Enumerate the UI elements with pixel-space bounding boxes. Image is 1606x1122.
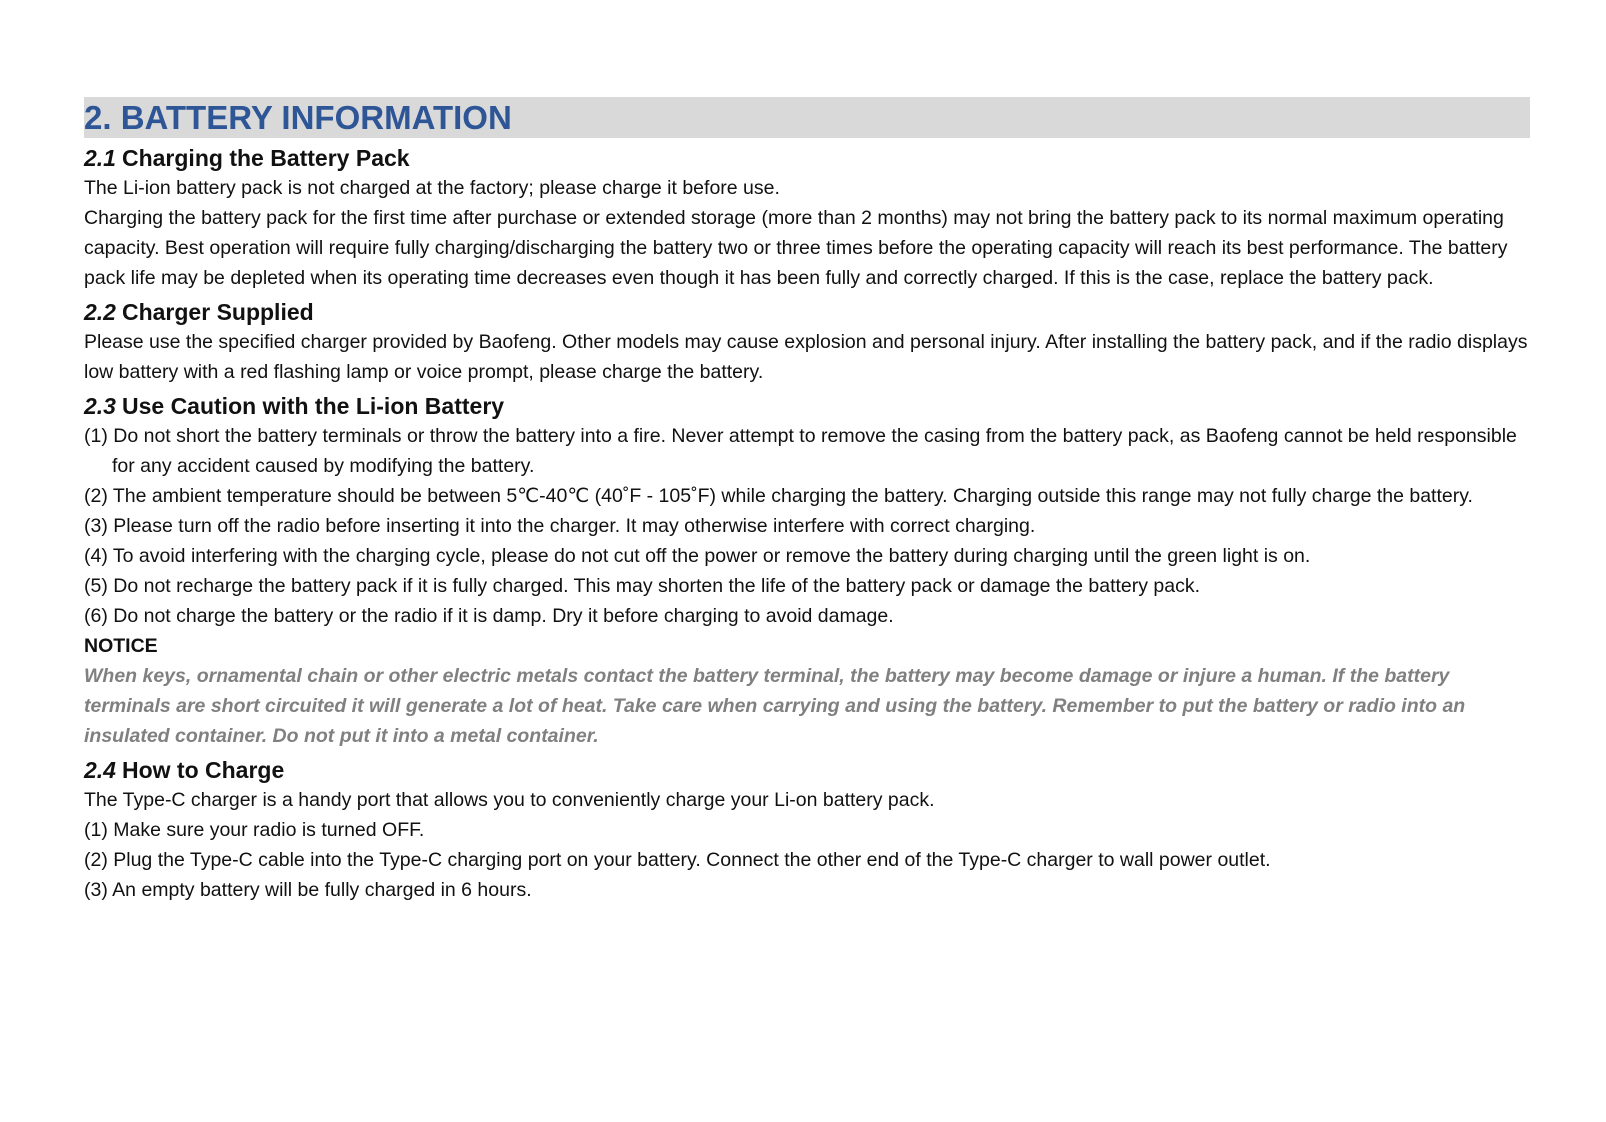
- section-heading-2-4: [84, 755, 1530, 785]
- list-item: (1) Do not short the battery terminals or throw the battery into a fire. Never attempt to remove the casing from the battery pack, as Baofeng cannot be held responsible for any accident caused by modifying the battery.: [84, 425, 1517, 477]
- section-number: 2.4: [84, 757, 116, 783]
- section-heading-2-1: [84, 143, 1530, 173]
- section-title: Charging the Battery Pack: [121, 145, 410, 171]
- list-item: (2) Plug the Type-C cable into the Type-C charging port on your battery. Connect the other end of the Type-C charger to wall power outlet.: [84, 849, 1271, 871]
- section-title: Use Caution with the Li-ion Battery: [121, 393, 505, 419]
- document-page: [84, 97, 1530, 905]
- section-number: 2.2: [84, 299, 116, 325]
- section-heading-2-2: [84, 297, 1530, 327]
- section-title: Charger Supplied: [121, 299, 314, 325]
- list-item: (4) To avoid interfering with the charging cycle, please do not cut off the power or remove the battery during charging until the green light is on.: [84, 545, 1311, 567]
- section-heading-2-3: [84, 391, 1530, 421]
- notice-title: NOTICE: [84, 635, 158, 657]
- paragraph: The Li-ion battery pack is not charged at the factory; please charge it before use.: [84, 177, 780, 199]
- list-item: (1) Make sure your radio is turned OFF.: [84, 819, 425, 841]
- section-number: 2.3: [84, 393, 116, 419]
- page-title: 2. BATTERY INFORMATION: [84, 97, 1530, 138]
- list-item: (6) Do not charge the battery or the radio if it is damp. Dry it before charging to avoid damage.: [84, 605, 894, 627]
- section-number: 2.1: [84, 145, 116, 171]
- paragraph: The Type-C charger is a handy port that allows you to conveniently charge your Li-on battery pack.: [84, 789, 935, 811]
- paragraph: Please use the specified charger provided by Baofeng. Other models may cause explosion and personal injury. After installing the battery pack, and if the radio displays low battery with a red flashing lamp or voice prompt, please charge the battery.: [84, 331, 1528, 383]
- list-item: (3) Please turn off the radio before inserting it into the charger. It may otherwise interfere with correct charging.: [84, 515, 1036, 537]
- list-item: (3) An empty battery will be fully charged in 6 hours.: [84, 879, 532, 901]
- section-title: How to Charge: [121, 757, 285, 783]
- paragraph: Charging the battery pack for the first time after purchase or extended storage (more than 2 months) may not bring the battery pack to its normal maximum operating capacity. Best operation will require fully charging/discharging the battery two or three times before the operating capacity will reach its best performance. The battery pack life may be depleted when its operating time decreases even though it has been fully and correctly charged. If this is the case, replace the battery pack.: [84, 207, 1508, 289]
- list-item: (2) The ambient temperature should be between 5℃-40℃ (40˚F - 105˚F) while charging the battery. Charging outside this range may not fully charge the battery.: [84, 485, 1473, 507]
- list-item: (5) Do not recharge the battery pack if it is fully charged. This may shorten the life of the battery pack or damage the battery pack.: [84, 575, 1201, 597]
- notice-body: When keys, ornamental chain or other electric metals contact the battery terminal, the battery may become damage or injure a human. If the battery terminals are short circuited it will generate a lot of heat. Take care when carrying and using the battery. Remember to put the battery or radio into an insulated container. Do not put it into a metal container.: [84, 665, 1466, 747]
